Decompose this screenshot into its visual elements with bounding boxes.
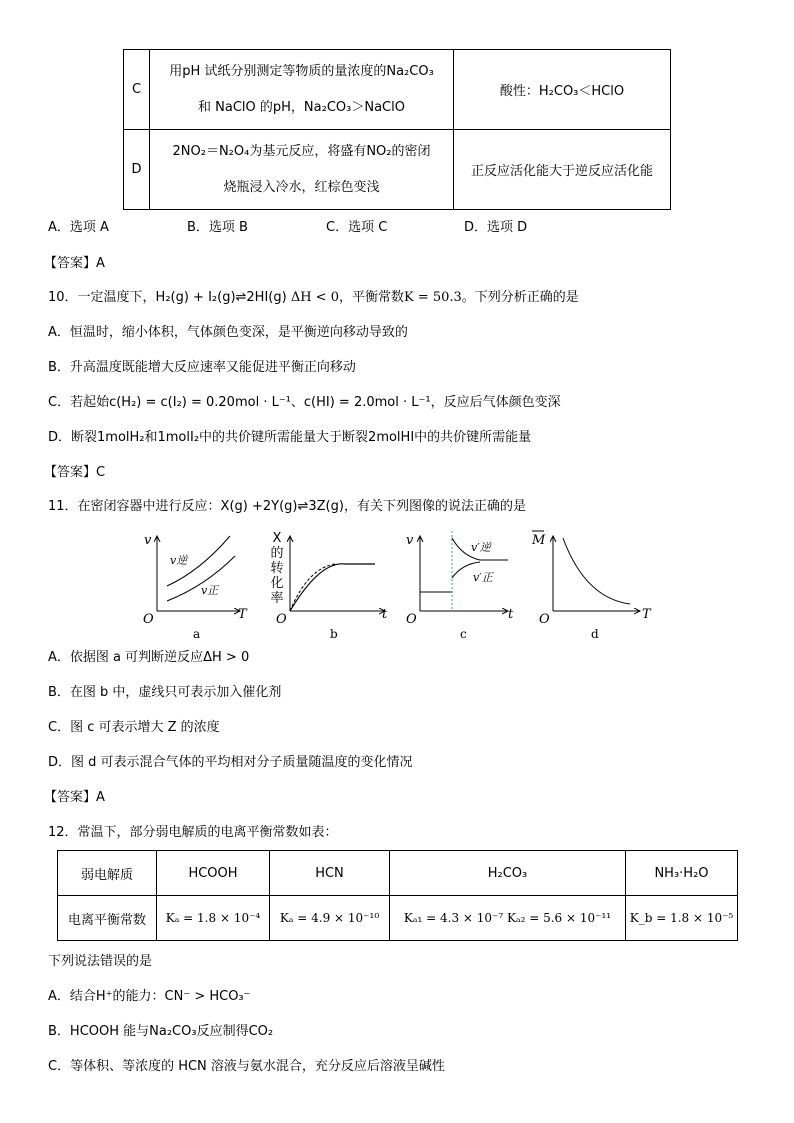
graph-b-y-char: 的 [270, 546, 284, 561]
table-row [124, 130, 671, 210]
table-cell: Kₐ₁ = 4.3 × 10⁻⁷ Kₐ₂ = 5.6 × 10⁻¹¹ [390, 896, 626, 941]
graph-c-curve2-label: v′正 [473, 571, 493, 584]
graph-d-x-label: T [642, 607, 651, 622]
table-row [124, 50, 671, 130]
graph-b-y-char: 化 [270, 576, 284, 591]
graph-d-curve [563, 538, 630, 604]
graph-c-caption: c [460, 627, 467, 641]
description-line: 2NO₂＝N₂O₄为基元反应，将盛有NO₂的密闭 [172, 143, 431, 159]
option-c: C．选项 C [326, 220, 388, 235]
option-b: B．选项 B [187, 220, 248, 235]
table-header: NH₃·H₂O [626, 851, 738, 896]
graph-a [143, 533, 248, 641]
q10-option-b: B．升高温度既能增大反应速率又能促进平衡正向移动 [48, 360, 356, 375]
q10-stem-prefix: 10．一定温度下，H₂(g) + I₂(g)⇌2HI(g) [48, 290, 291, 305]
q10-answer: 【答案】C [44, 465, 106, 480]
graph-d-caption: d [591, 627, 599, 641]
q9-answer: 【答案】A [44, 256, 105, 271]
q11-option-c: C．图 c 可表示增大 Z 的浓度 [48, 720, 220, 735]
row-description [150, 50, 454, 130]
q12-stem: 12．常温下，部分弱电解质的电离平衡常数如表： [48, 825, 338, 840]
graph-a-x-label: T [238, 607, 247, 622]
row-conclusion: 酸性：H₂CO₃＜HClO [454, 50, 671, 130]
table-row-label: 电离平衡常数 [58, 896, 157, 941]
graph-b [276, 536, 388, 641]
graph-c [406, 531, 514, 641]
description-line: 烧瓶浸入冷水，红棕色变浅 [223, 179, 380, 195]
row-description [150, 130, 454, 210]
graph-b-y-label [270, 531, 284, 606]
table-row [58, 896, 738, 941]
option-d: D．选项 D [464, 220, 528, 235]
graph-b-dashed-curve [290, 564, 335, 611]
q11-option-a: A．依据图 a 可判断逆反应ΔH > 0 [48, 650, 250, 665]
row-label: C [124, 50, 150, 130]
option-a: A．选项 A [48, 220, 109, 235]
graph-c-origin: O [406, 612, 417, 627]
table-header: HCN [270, 851, 390, 896]
q12-option-b: B．HCOOH 能与Na₂CO₃反应制得CO₂ [48, 1024, 274, 1039]
graph-d [531, 531, 652, 641]
graph-d-y-label: M [532, 533, 546, 548]
table-header-row [58, 851, 738, 896]
q10-stem [48, 289, 579, 307]
graph-a-y-label: v [144, 533, 152, 548]
table-header: HCOOH [157, 851, 270, 896]
table-cell: K_b = 1.8 × 10⁻⁵ [626, 896, 738, 941]
graph-c-x-label: t [508, 607, 514, 622]
row-conclusion: 正反应活化能大于逆反应活化能 [454, 130, 671, 210]
q11-graphs [130, 526, 670, 646]
table-header: H₂CO₃ [390, 851, 626, 896]
graph-b-x-label: t [382, 607, 388, 622]
experiment-table [123, 49, 671, 210]
graph-b-origin: O [276, 612, 287, 627]
q11-stem: 11．在密闭容器中进行反应：X(g) +2Y(g)⇌3Z(g)，有关下列图像的说法正确的是 [48, 499, 526, 514]
description-line: 用pH 试纸分别测定等物质的量浓度的Na₂CO₃ [169, 63, 434, 79]
q11-answer: 【答案】A [44, 790, 105, 805]
graph-a-origin: O [143, 612, 154, 627]
ionization-table [57, 850, 738, 941]
graph-c-curve1-label: v′逆 [471, 541, 491, 554]
table-cell: Kₐ = 4.9 × 10⁻¹⁰ [270, 896, 390, 941]
row-label: D [124, 130, 150, 210]
description-line: 和 NaClO 的pH，Na₂CO₃＞NaClO [198, 99, 405, 115]
graph-a-caption: a [193, 627, 201, 641]
q10-option-c: C．若起始c(H₂) = c(I₂) = 0.20mol · L⁻¹、c(HI) = 2.0mol · L⁻¹，反应后气体颜色变深 [48, 395, 561, 410]
q10-stem-math: ΔH < 0，平衡常数K = 50.3 [290, 290, 462, 305]
q10-option-a: A．恒温时，缩小体积，气体颜色变深，是平衡逆向移动导致的 [48, 325, 408, 340]
graph-d-origin: O [539, 612, 550, 627]
q11-option-d: D．图 d 可表示混合气体的平均相对分子质量随温度的变化情况 [48, 755, 413, 770]
q10-option-d: D．断裂1molH₂和1molI₂中的共价键所需能量大于断裂2molHI中的共价键所需能量 [48, 430, 532, 445]
q10-stem-suffix: 。下列分析正确的是 [461, 290, 579, 305]
q12-option-c: C．等体积、等浓度的 HCN 溶液与氨水混合，充分反应后溶液呈碱性 [48, 1059, 445, 1074]
q12-prompt: 下列说法错误的是 [48, 954, 153, 969]
graph-b-y-char: 转 [270, 561, 284, 576]
graph-b-y-char: 率 [270, 591, 284, 606]
graph-a-curve1-label: v逆 [170, 554, 188, 567]
graph-a-curve2-label: v正 [201, 584, 219, 597]
table-header: 弱电解质 [58, 851, 157, 896]
table-cell: Kₐ = 1.8 × 10⁻⁴ [157, 896, 270, 941]
graph-b-caption: b [330, 627, 338, 641]
q11-option-b: B．在图 b 中，虚线只可表示加入催化剂 [48, 685, 282, 700]
graph-c-y-label: v [406, 533, 414, 548]
q12-option-a: A．结合H⁺的能力：CN⁻ > HCO₃⁻ [48, 989, 251, 1004]
graph-b-y-char: X [272, 531, 282, 546]
